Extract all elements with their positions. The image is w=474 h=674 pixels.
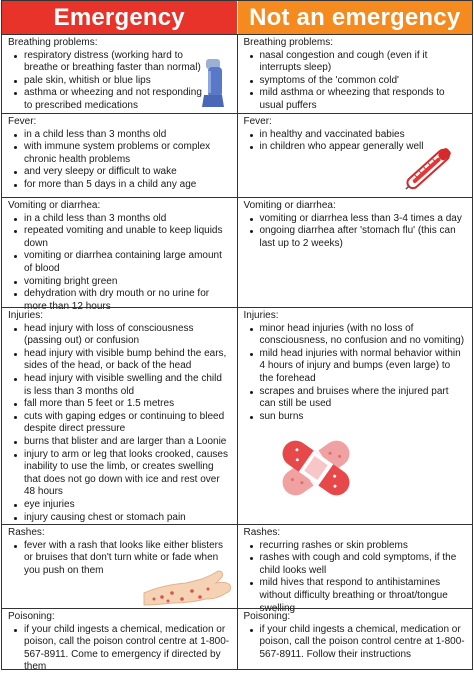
section-title: Injuries:: [243, 310, 279, 321]
list-item: ongoing diarrhea after 'stomach flu' (this can last up to 2 weeks): [256, 225, 467, 250]
not-emergency-cell-rashes: [238, 525, 473, 614]
not-emergency-cell-breathing: [238, 35, 473, 113]
section-vomiting: [2, 197, 472, 312]
list-item: head injury with visible bump behind the ears, sides of the head, or back of the head: [20, 348, 231, 373]
emergency-column-header: Emergency: [2, 1, 238, 34]
table-header: [2, 1, 472, 34]
section-title: Vomiting or diarrhea:: [8, 200, 101, 211]
list-item: vomiting or diarrhea less than 3-4 times a day: [256, 213, 467, 226]
list-item: injury causing chest or stomach pain: [20, 512, 231, 525]
list-item: and very sleepy or difficult to wake: [20, 166, 231, 179]
list-item: in a child less than 3 months old: [20, 129, 231, 142]
list-item: head injury with loss of consciousness (passing out) or confusion: [20, 323, 231, 348]
section-title: Fever:: [243, 116, 272, 127]
list-item: mild asthma or wheezing that responds to usual puffers: [256, 87, 467, 112]
list-item: head injury with visible swelling and the child is less than 3 months old: [20, 373, 231, 398]
not-emergency-column-header: Not an emergency: [238, 1, 473, 34]
not-emergency-cell-injuries: [238, 308, 473, 524]
list-item: for more than 5 days in a child any age: [20, 179, 231, 192]
section-title: Fever:: [8, 116, 37, 127]
section-title: Injuries:: [8, 310, 44, 321]
list-item: respiratory distress (working hard to breathe or breathing faster than normal): [20, 50, 209, 75]
list-item: sun burns: [256, 411, 467, 424]
list-item: burns that blister and are larger than a Loonie: [20, 436, 231, 449]
emergency-cell-poisoning: [2, 609, 238, 673]
emergency-comparison-table: [1, 0, 473, 673]
list-item: if your child ingests a chemical, medication or poison, call the poison control centre at 1-800-567-8911. Come to emergency if directed by them: [20, 624, 231, 674]
list-item: rashes with cough and cold symptoms, if the child looks well: [256, 552, 467, 577]
list-item: fall more than 5 feet or 1.5 metres: [20, 398, 231, 411]
section-fever: [2, 113, 472, 197]
list-item: eye injuries: [20, 499, 231, 512]
emergency-cell-injuries: [2, 308, 238, 524]
emergency-cell-rashes: [2, 525, 238, 608]
section-title: Poisoning:: [8, 611, 55, 622]
emergency-cell-vomiting: [2, 198, 238, 312]
section-rashes: [2, 524, 472, 614]
list-item: in a child less than 3 months old: [20, 213, 231, 226]
list-item: mild head injuries with normal behavior within 4 hours of injury and bumps (even large) to the forehead: [256, 348, 467, 386]
thermometer-icon: [398, 142, 462, 194]
section-injuries: [2, 307, 472, 524]
list-item: if your child ingests a chemical, medication or poison, call the poison control centre at 1-800-567-8911. Follow their instructions: [256, 624, 467, 662]
list-item: scrapes and bruises where the injured part can still be used: [256, 386, 467, 411]
list-item: pale skin, whitish or blue lips: [20, 75, 209, 88]
list-item: vomiting or diarrhea containing large amount of blood: [20, 250, 231, 275]
section-title: Rashes:: [243, 527, 281, 538]
list-item: with immune system problems or complex chronic health problems: [20, 141, 231, 166]
emergency-cell-fever: [2, 114, 238, 197]
section-title: Rashes:: [8, 527, 45, 538]
bandage-icon: [274, 426, 358, 510]
list-item: injury to arm or leg that looks crooked, causes inability to use the limb, or creates swelling that does not go down with ice and rest over 48 hours: [20, 449, 231, 499]
section-poisoning: [2, 608, 472, 673]
not-emergency-cell-poisoning: [238, 609, 473, 669]
list-item: in healthy and vaccinated babies: [256, 129, 467, 142]
list-item: cuts with gaping edges or continuing to bleed despite direct pressure: [20, 411, 231, 436]
not-emergency-cell-fever: [238, 114, 473, 197]
list-item: minor head injuries (with no loss of consciousness, no confusion and no vomiting): [256, 323, 467, 348]
section-title: Vomiting or diarrhea:: [243, 200, 336, 211]
list-item: nasal congestion and cough (even if it interrupts sleep): [256, 50, 467, 75]
list-item: dehydration with dry mouth or no urine for more than 12 hours: [20, 288, 231, 313]
list-item: repeated vomiting and unable to keep liquids down: [20, 225, 231, 250]
list-item: fever with a rash that looks like either blisters or bruises that don't turn white or fade when you push on them: [20, 540, 231, 578]
rash-arm-icon: [142, 569, 234, 607]
section-title: Breathing problems:: [8, 37, 98, 48]
section-title: Breathing problems:: [243, 37, 333, 48]
inhaler-icon: [200, 57, 230, 109]
list-item: symptoms of the 'common cold': [256, 75, 467, 88]
list-item: mild hives that respond to antihistamines without difficulty breathing or throat/tongue swelling: [256, 577, 467, 615]
section-title: Poisoning:: [243, 611, 291, 622]
list-item: asthma or wheezing and not responding to prescribed medications: [20, 87, 209, 112]
list-item: in children who appear generally well: [256, 141, 467, 154]
list-item: recurring rashes or skin problems: [256, 540, 467, 553]
emergency-cell-breathing: [2, 35, 238, 113]
list-item: vomiting bright green: [20, 276, 231, 289]
section-breathing: [2, 34, 472, 113]
not-emergency-cell-vomiting: [238, 198, 473, 307]
